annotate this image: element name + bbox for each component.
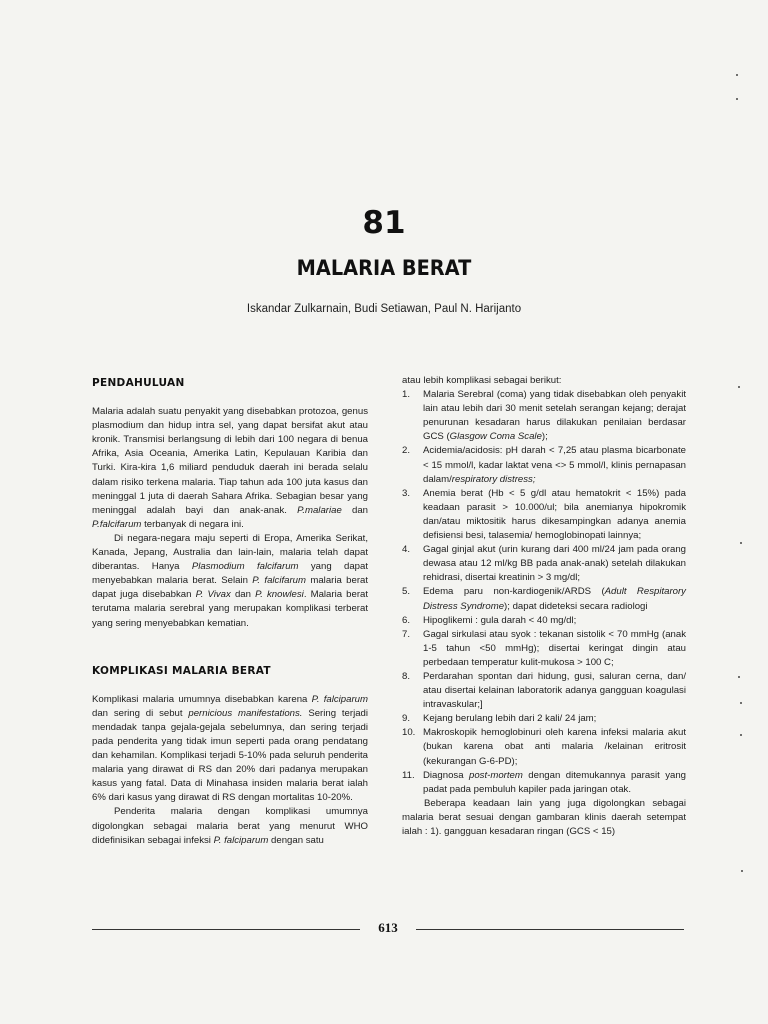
chapter-number: 81 (362, 205, 406, 241)
scan-speck (736, 74, 738, 76)
list-item: 1. Malaria Serebral (coma) yang tidak disebabkan oleh penyakit lain atau lebih dari 30 menit setelah serangan kejang; derajat penurunan kesadaran harus dilakukan penilaian berdasar GCS (Glasgow Coma Scale); (402, 389, 686, 443)
list-intro: atau lebih komplikasi sebagai berikut: (402, 375, 562, 386)
scan-speck (736, 98, 738, 100)
list-item: 8. Perdarahan spontan dari hidung, gusi, saluran cerna, dan/ atau disertai kelainan laboratorik adanya gangguan koagulasi intravaskular;] (402, 670, 686, 711)
list-item: 5. Edema paru non-kardiogenik/ARDS (Adult Respitarory Distress Syndrome); dapat dideteksi secara radiologi (402, 586, 686, 612)
list-item: 7. Gagal sirkulasi atau syok : tekanan sistolik < 70 mmHg (anak 1-5 tahun <50 mmHg); disertai keringat dingin atau perbedaan temperatur kulit-mukosa > 100 C; (402, 628, 686, 668)
authors: Iskandar Zulkarnain, Budi Setiawan, Paul N. Harijanto (246, 303, 522, 315)
list-item: 3. Anemia berat (Hb < 5 g/dl atau hematokrit < 15%) pada keadaan parasit > 10.000/ul; bila anemianya hipokromik dan/atau miktositik harus dikesampingkan adanya anemia defisiensi besi, talasemia/ hemoglobinopati lainnya; (402, 487, 686, 542)
scan-speck (738, 386, 740, 388)
scan-speck (740, 734, 742, 736)
page-footer (92, 920, 684, 940)
paragraph: Komplikasi malaria umumnya disebabkan karena P. falciparum dan sering di sebut pernicious manifestations. Sering terjadi mendadak tanpa gejala-gejala sebelumnya, dan sering terjadi pada penderita yang tidak imun seperti pada orang pendatang dan kehamilan. Komplikasi terjadi 5-10% pada seluruh penderita malaria yang dirawat di RS dan 20% dari padanya merupakan kasus yang fatal. Data di Minahasa insiden malaria berat ialah 6% dari kasus yang dirawat di RS dengan mortalitas 10-20%. (92, 693, 369, 804)
paragraph: Di negara-negara maju seperti di Eropa, Amerika Serikat, Kanada, Jepang, Australia dan lain-lain, malaria telah dapat diberantas. Hanya Plasmodium falcifarum yang dapat menyebabkan malaria berat. Selain P. falcifarum malaria berat dapat juga disebabkan P. Vivax dan P. knowlesi. Malaria berat terutama malaria serebral yang merupakan komplikasi terberat yang sering menyebabkan kematian. (92, 532, 369, 629)
scan-speck (740, 542, 742, 544)
complication-list (402, 388, 686, 797)
list-item: 10. Makroskopik hemoglobinuri oleh karena infeksi malaria akut (bukan karena obat anti malaria /kelainan eritrosit (kekurangan G-6-PD); (402, 727, 686, 767)
list-item: 6. Hipoglikemi : gula darah < 40 mg/dl; (402, 614, 577, 626)
footer-rule-left (92, 929, 360, 930)
list-item: 11. Diagnosa post-mortem dengan ditemukannya parasit yang padat pada pembuluh kapiler pada jaringan otak. (402, 769, 686, 795)
list-item: 2. Acidemia/acidosis: pH darah < 7,25 atau plasma bicarbonate < 15 mmol/l, kadar laktat vena <> 5 mmol/l, klinis pernapasan dalam/respiratory distress; (402, 445, 686, 485)
paragraph: Penderita malaria dengan komplikasi umumnya digolongkan sebagai malaria berat yang menurut WHO didefinisikan sebagai infeksi P. falciparum dengan satu (92, 806, 368, 846)
scan-speck (741, 870, 743, 872)
right-column (402, 374, 686, 839)
chapter-title: MALARIA BERAT (296, 256, 472, 280)
list-item: 9. Kejang berulang lebih dari 2 kali/ 24 jam; (402, 713, 597, 725)
scan-speck (738, 676, 740, 678)
left-column (92, 376, 368, 848)
footer-rule-right (416, 929, 684, 930)
section-heading-pendahuluan: PENDAHULUAN (92, 377, 185, 389)
section-heading-komplikasi: KOMPLIKASI MALARIA BERAT (92, 664, 271, 677)
page-number: 613 (378, 920, 398, 935)
closing-paragraph: Beberapa keadaan lain yang juga digolongkan sebagai malaria berat sesuai dengan gambaran klinis daerah setempat ialah : 1). gangguan kesadaran ringan (GCS < 15) (402, 797, 686, 837)
list-item: 4. Gagal ginjal akut (urin kurang dari 400 ml/24 jam pada orang dewasa atau 12 ml/kg BB pada anak-anak) setelah dilakukan rehidrasi, disertai kreatinin > 3 mg/dl; (402, 544, 686, 584)
paragraph: Malaria adalah suatu penyakit yang disebabkan protozoa, genus plasmodium dan hidup intra sel, yang dapat bersifat akut atau kronik. Transmisi berlangsung di lebih dari 100 negara di benua Afrika, Asia Oceania, Amerika Latin, Kepulauan Karibia dan Turki. Kira-kira 1,6 miliard penduduk daerah ini berada selalu dalam risiko terkena malaria. Tiap tahun ada 100 juta kasus dan meninggal 1 juta di daerah Sahara Afrika. Sebagian besar yang meninggal adalah bayi dan anak-anak. P.malariae dan P.falcifarum terbanyak di negara ini. (92, 406, 368, 530)
scan-speck (740, 702, 742, 704)
